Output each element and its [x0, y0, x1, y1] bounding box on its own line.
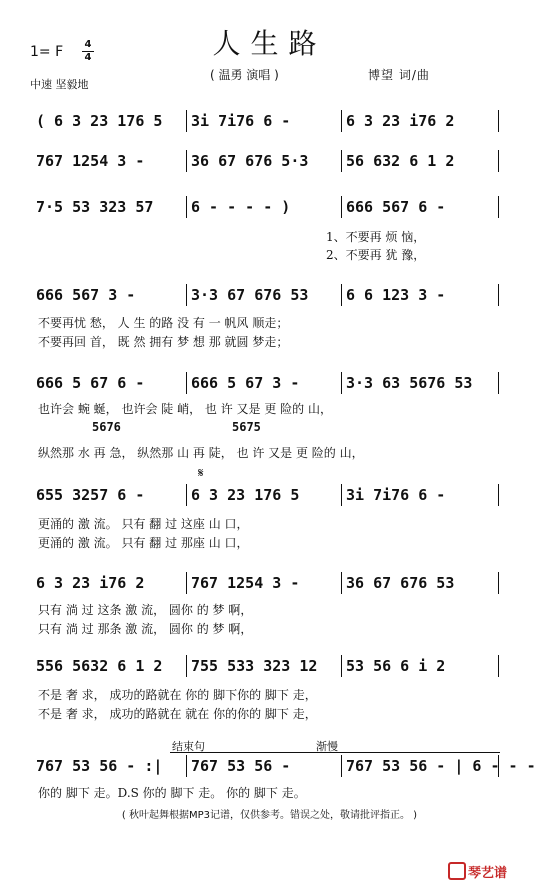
barline [498, 755, 499, 777]
alternate-melody: 5676 [92, 420, 121, 434]
measure-group: ( 6 3 23 176 5 [36, 112, 163, 130]
barline [186, 484, 187, 506]
measure-group: 767 1254 3 - [191, 574, 300, 592]
measure-group: 36 67 676 53 [346, 574, 455, 592]
page-title: 人生路 [212, 27, 327, 60]
lyric-line: 更涌的 激 流。 只有 翻 过 这座 山 口， [38, 517, 249, 531]
measure-group: 767 1254 3 - [36, 152, 145, 170]
score-row [36, 757, 536, 777]
measure-group: 6 3 23 i76 2 [346, 112, 455, 130]
score-row [36, 486, 506, 506]
site-logo [448, 862, 507, 881]
lyric-line: 你的 脚下 走。D.S 你的 脚下 走。 你的 脚下 走。 [38, 786, 306, 800]
tempo-marking: 中速 坚毅地 [30, 78, 89, 91]
measure-group: 7·5 53 323 57 [36, 198, 154, 216]
ending-phrase-label: 结束句 [172, 740, 205, 753]
time-signature [82, 40, 94, 63]
score-row [36, 574, 506, 594]
barline [341, 655, 342, 677]
ritardando-label: 渐慢 [316, 740, 338, 753]
measure-group: 755 533 323 12 [191, 657, 318, 675]
ending-bracket [170, 752, 500, 753]
barline [186, 110, 187, 132]
barline [498, 110, 499, 132]
barline [498, 150, 499, 172]
barline [186, 372, 187, 394]
logo-icon [448, 862, 466, 880]
score-row [36, 198, 506, 218]
barline [341, 150, 342, 172]
measure-group: 666 5 67 3 - [191, 374, 300, 392]
barline [341, 110, 342, 132]
measure-group: 767 53 56 - :| [36, 757, 163, 775]
barline [341, 196, 342, 218]
measure-group: 36 67 676 5·3 [191, 152, 309, 170]
barline [498, 196, 499, 218]
lyric-line: 不是 奢 求， 成功的路就在 你的 脚下你的 脚下 走， [38, 688, 317, 702]
measure-group: 3·3 63 5676 53 [346, 374, 473, 392]
measure-group: 53 56 6 i 2 [346, 657, 446, 675]
measure-group: 3i 7i76 6 - [346, 486, 446, 504]
time-signature-bottom: 4 [84, 52, 92, 63]
measure-group: 767 53 56 - [191, 757, 291, 775]
alternate-melody: 5675 [232, 420, 261, 434]
measure-group: 56 632 6 1 2 [346, 152, 455, 170]
time-signature-top: 4 [84, 39, 92, 50]
measure-group: 767 53 56 - | 6 - - - [346, 757, 536, 775]
measure-group: 6 3 23 176 5 [191, 486, 300, 504]
lyric-line: 不要再回 首， 既 然 拥有 梦 想 那 就圆 梦走； [38, 335, 289, 349]
measure-group: 666 5 67 6 - [36, 374, 145, 392]
lyric-line: 不是 奢 求， 成功的路就在 就在 你的你的 脚下 走， [38, 707, 317, 721]
barline [498, 655, 499, 677]
barline [186, 655, 187, 677]
barline [498, 372, 499, 394]
barline [341, 572, 342, 594]
barline [498, 284, 499, 306]
barline [341, 372, 342, 394]
barline [498, 572, 499, 594]
lyric-line: 纵然那 水 再 急， 纵然那 山 再 陡， 也 许 又是 更 险的 山， [38, 446, 364, 460]
barline [341, 755, 342, 777]
lyric-line: 只有 淌 过 那条 激 流， 圆你 的 梦 啊， [38, 622, 253, 636]
score-row [36, 152, 506, 172]
lyric-line: 2、不要再 犹 豫， [326, 248, 426, 262]
logo-text: 琴艺谱 [468, 866, 508, 881]
score-row [36, 657, 506, 677]
barline [186, 755, 187, 777]
measure-group: 666 567 6 - [346, 198, 446, 216]
measure-group: 3·3 67 676 53 [191, 286, 309, 304]
barline [341, 484, 342, 506]
measure-group: 666 567 3 - [36, 286, 136, 304]
measure-group: 6 6 123 3 - [346, 286, 446, 304]
measure-group: 3i 7i76 6 - [191, 112, 291, 130]
footer-note: ( 秋叶起舞根据MP3记谱，仅供参考。错误之处，敬请批评指正。 ) [121, 810, 418, 821]
measure-group: 6 - - - - ) [191, 198, 291, 216]
measure-group: 556 5632 6 1 2 [36, 657, 163, 675]
singer-label: ( 温勇 演唱 ) [210, 68, 279, 82]
measure-group: 6 3 23 i76 2 [36, 574, 145, 592]
lyric-line: 不要再忧 愁， 人 生 的路 没 有 一 帆风 顺走； [38, 316, 289, 330]
lyric-line: 1、不要再 烦 恼， [326, 230, 426, 244]
lyric-line: 只有 淌 过 这条 激 流， 圆你 的 梦 啊， [38, 603, 253, 617]
segno-sign: 𝄋 [198, 466, 204, 481]
credits-label: 博望 词/曲 [368, 68, 430, 82]
barline [186, 572, 187, 594]
score-row [36, 112, 506, 132]
barline [186, 196, 187, 218]
score-row [36, 286, 506, 306]
measure-group: 655 3257 6 - [36, 486, 145, 504]
barline [186, 150, 187, 172]
score-row [36, 374, 506, 394]
barline [186, 284, 187, 306]
lyric-line: 更涌的 激 流。 只有 翻 过 那座 山 口， [38, 536, 249, 550]
key-signature: 1= F [30, 44, 64, 60]
barline [341, 284, 342, 306]
lyric-line: 也许会 蜿 蜒， 也许会 陡 峭， 也 许 又是 更 险的 山， [38, 402, 332, 416]
barline [498, 484, 499, 506]
